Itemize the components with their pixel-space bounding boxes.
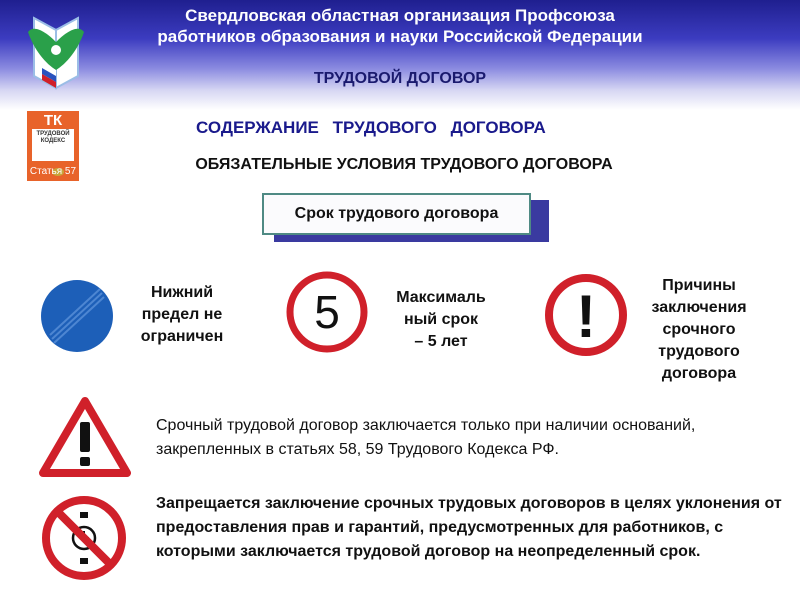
book-abbr: ТК bbox=[43, 112, 63, 129]
text-fixed-term-basis: Срочный трудовой договор заключается только при наличии оснований, закрепленных в статьях 58, 59 Трудового Кодекса РФ. bbox=[156, 417, 696, 458]
text-prohibition: Запрещается заключение срочных трудовых договоров в целях уклонения от предоставления прав и гарантий, предусмотренных для работников, с которыми заключается трудовой договор на неопределенный срок. bbox=[156, 495, 782, 560]
book-cover-line1: ТРУДОВОЙ bbox=[36, 131, 70, 137]
term-box: Срок трудового договора bbox=[262, 193, 531, 235]
subtitle: ОБЯЗАТЕЛЬНЫЕ УСЛОВИЯ ТРУДОВОГО ДОГОВОРА bbox=[195, 156, 613, 173]
org-name-line2: работников образования и науки Российской Федерации bbox=[157, 27, 643, 46]
section-title: СОДЕРЖАНИЕ ТРУДОВОГО ДОГОВОРА bbox=[196, 118, 546, 137]
reasons-line3: срочного bbox=[662, 321, 736, 338]
warning-circle-glyph: ! bbox=[576, 283, 596, 350]
max-term-sign-icon bbox=[286, 271, 368, 353]
max-term-label bbox=[374, 287, 508, 353]
book-cover-line2: КОДЕКС bbox=[40, 138, 66, 144]
no-restriction-sign-icon bbox=[36, 275, 118, 357]
org-name-line1: Свердловская областная организация Профсоюза bbox=[185, 6, 615, 25]
book-article: Статья 57 bbox=[29, 166, 77, 177]
reasons-line1: Причины bbox=[662, 277, 736, 294]
lower-limit-label bbox=[120, 282, 244, 348]
header-banner bbox=[0, 0, 800, 110]
warning-triangle-icon bbox=[38, 396, 132, 478]
lower-limit-line2: предел не bbox=[141, 306, 223, 323]
warning-circle-sign-icon bbox=[544, 273, 628, 357]
reasons-line5: договора bbox=[661, 365, 737, 382]
max-term-line2: ный срок bbox=[403, 311, 479, 328]
prohibited-clock-sign-icon bbox=[40, 494, 128, 582]
union-logo-icon bbox=[18, 10, 94, 94]
reasons-label bbox=[634, 275, 764, 385]
lower-limit-line3: ограничен bbox=[140, 328, 224, 345]
reasons-line4: трудового bbox=[658, 343, 740, 360]
doc-title: ТРУДОВОЙ ДОГОВОР bbox=[313, 70, 487, 87]
lower-limit-line1: Нижний bbox=[150, 284, 214, 301]
max-term-line3: – 5 лет bbox=[414, 333, 468, 350]
max-term-number: 5 bbox=[314, 286, 340, 338]
reasons-line2: заключения bbox=[651, 299, 747, 316]
max-term-line1: Максималь bbox=[396, 289, 486, 306]
